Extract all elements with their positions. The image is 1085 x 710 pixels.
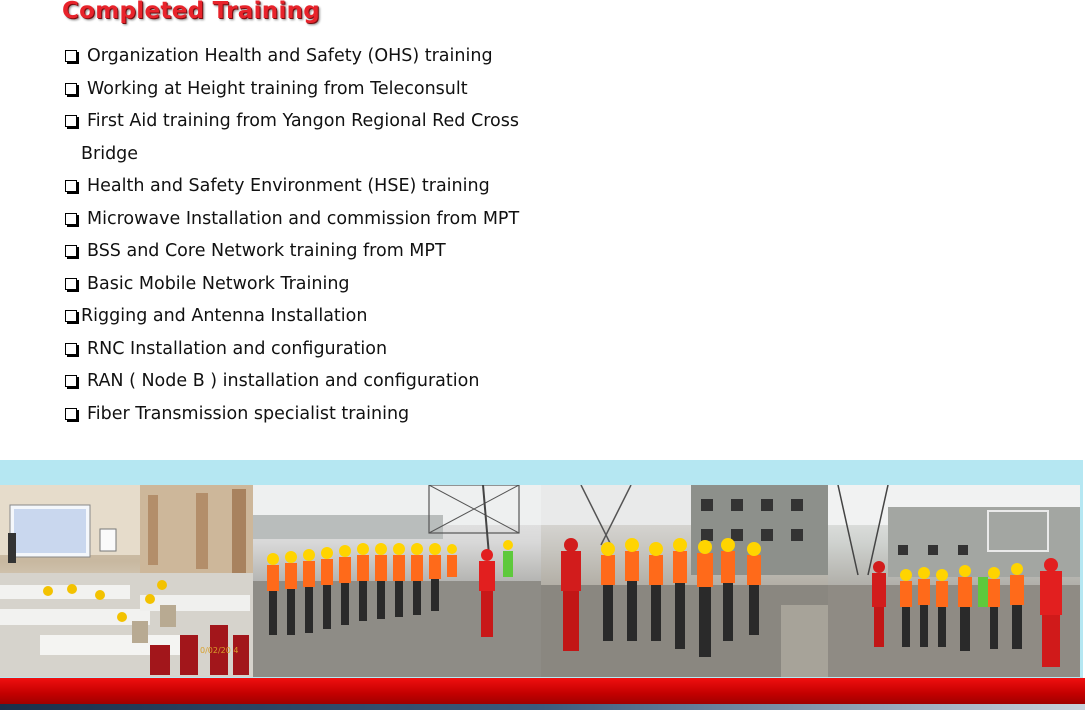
list-item-text: RAN ( Node B ) installation and configuration	[87, 371, 480, 391]
list-item-text: Microwave Installation and commission from MPT	[87, 208, 520, 229]
list-item-text: Working at Height training from Teleconsult	[87, 78, 468, 99]
list-item	[63, 105, 603, 138]
list-item	[63, 203, 603, 236]
training-list	[63, 40, 603, 430]
footer-red-bar	[0, 678, 1085, 704]
list-item-text: Bridge	[81, 143, 139, 164]
checkbox-bullet-icon	[65, 83, 77, 95]
photo-strip	[0, 485, 1080, 677]
rooftop-team-lineup-photo	[253, 485, 541, 677]
list-item-text: Rigging and Antenna Installation	[81, 306, 368, 326]
classroom-training-photo	[0, 485, 253, 677]
checkbox-bullet-icon	[65, 278, 77, 290]
list-item-text: Basic Mobile Network Training	[87, 273, 350, 294]
footer-gradient-strip	[0, 704, 1085, 710]
list-item	[63, 235, 603, 268]
list-item	[63, 300, 603, 333]
list-item	[63, 268, 603, 301]
checkbox-bullet-icon	[65, 408, 77, 420]
checkbox-bullet-icon	[65, 310, 77, 322]
checkbox-bullet-icon	[65, 245, 77, 257]
rooftop-group-briefing-photo	[541, 485, 828, 677]
list-item	[63, 398, 603, 431]
section-title: Completed Training	[62, 0, 321, 24]
list-item-continuation	[63, 138, 603, 171]
list-item	[63, 333, 603, 366]
checkbox-bullet-icon	[65, 213, 77, 225]
list-item	[63, 40, 603, 73]
rooftop-safety-gear-photo	[828, 485, 1080, 677]
photo-date-stamp: 0/02/20 4	[200, 646, 239, 655]
checkbox-bullet-icon	[65, 343, 77, 355]
list-item	[63, 73, 603, 106]
list-item	[63, 365, 603, 398]
list-item	[63, 170, 603, 203]
checkbox-bullet-icon	[65, 180, 77, 192]
list-item-text: Fiber Transmission specialist training	[87, 403, 410, 424]
checkbox-bullet-icon	[65, 375, 77, 387]
list-item-text: Health and Safety Environment (HSE) training	[87, 176, 490, 196]
list-item-text: First Aid training from Yangon Regional Red Cross	[87, 111, 519, 131]
list-item-text: BSS and Core Network training from MPT	[87, 241, 446, 261]
list-item-text: RNC Installation and configuration	[87, 338, 388, 359]
checkbox-bullet-icon	[65, 50, 77, 62]
checkbox-bullet-icon	[65, 115, 77, 127]
list-item-text: Organization Health and Safety (OHS) training	[87, 46, 493, 66]
